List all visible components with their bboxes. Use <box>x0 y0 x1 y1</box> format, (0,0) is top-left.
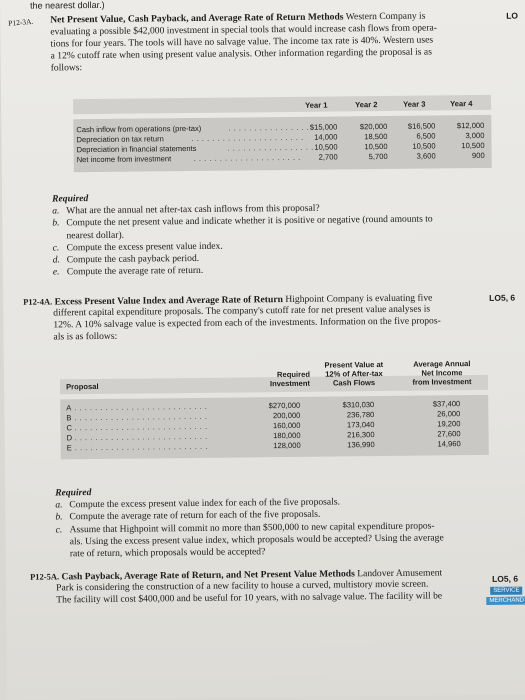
problem-number: P12-5A. <box>29 571 60 582</box>
col-header-line: 12% of After-tax <box>325 369 383 379</box>
item-text: Assume that Highpoint will commit no more than $500,000 to new capital expenditure propos- <box>69 520 435 535</box>
leader-dots: . . . . . . . . . . . . . . . . . . . . . . . . . . <box>74 401 208 413</box>
required-heading: Required <box>55 487 92 499</box>
col-header: Year 4 <box>450 99 473 109</box>
item-text: What are the annual net after-tax cash inflows from this proposal? <box>66 202 320 217</box>
table-cell: $310,030 <box>342 400 375 410</box>
table-cell: 180,000 <box>273 430 301 441</box>
problem-number: P12-4A. <box>23 296 53 307</box>
row-label: D <box>66 433 73 443</box>
leader-dots: . . . . . . . . . . . . . . . . . . . . . <box>193 152 301 163</box>
lo-label: LO5, 6 <box>492 573 519 584</box>
cash-flow-table <box>73 95 492 179</box>
table-cell: $37,400 <box>432 399 461 409</box>
col-header-line: Net Income <box>421 368 463 378</box>
problem-title: Cash Payback, Average Rate of Return, and Net Present Value Methods <box>61 568 355 583</box>
table-cell: 27,600 <box>437 429 461 439</box>
col-header-line: Average Annual <box>413 359 471 369</box>
table-cell: $270,000 <box>268 400 301 411</box>
required-list <box>55 496 444 560</box>
item-letter: a. <box>55 499 63 511</box>
col-header: Year 3 <box>403 99 426 109</box>
table-cell: 10,500 <box>412 141 436 151</box>
item-text: rate of return, which proposals would be accepted? <box>69 546 266 560</box>
intro-line: tions for four years. The tools will have no salvage value. The income tax rate is 40%. Western uses <box>50 34 434 50</box>
item-text: Compute the average rate of return. <box>66 265 204 278</box>
table-header-band <box>73 95 491 114</box>
col-header: Proposal <box>66 381 99 392</box>
problem-number: P12-3A. <box>7 16 34 28</box>
leader-dots: . . . . . . . . . . . . . . . . <box>228 122 310 133</box>
intro-line: follows: <box>50 62 83 74</box>
leader-dots: . . . . . . . . . . . . . . . . . . . . . . . . . . <box>74 421 208 433</box>
service-badge: SERVICE <box>490 587 522 595</box>
table-cell: 19,200 <box>437 419 461 429</box>
leader-dots: . . . . . . . . . . . . . . . . . . . . . . . . . . <box>74 431 208 443</box>
col-header <box>312 360 396 388</box>
item-letter: b. <box>55 511 63 523</box>
col-header-line: Present Value at <box>324 360 384 370</box>
table-cell: $20,000 <box>359 121 388 132</box>
table-cell: 10,500 <box>314 142 338 152</box>
table-cell: 6,500 <box>416 131 436 141</box>
table-cell: 10,500 <box>364 141 388 152</box>
item-letter: c. <box>55 523 63 536</box>
item-text: als. Using the excess present value index, which proposals would be accepted? Using the average <box>69 532 444 548</box>
item-text: Compute the excess present value index. <box>66 240 223 254</box>
leader-dots: . . . . . . . . . . . . . . . . . . . . . . . . . . <box>74 441 208 453</box>
table-cell: 160,000 <box>272 420 301 431</box>
table-cell: $16,500 <box>407 121 436 131</box>
intro-line: Western Company is <box>345 10 426 23</box>
table-cell: 136,990 <box>347 440 375 450</box>
lo-label: LO <box>506 10 519 21</box>
intro-line: Landover Amusement <box>357 567 443 580</box>
item-letter: c. <box>52 242 60 254</box>
item-letter: a. <box>52 205 60 217</box>
table-cell: $15,000 <box>309 122 338 132</box>
col-header-line: Investment <box>269 378 311 389</box>
leader-dots: . . . . . . . . . . . . . . . . . <box>227 142 314 153</box>
intro-line: als is as follows: <box>53 330 118 343</box>
table-cell: 216,300 <box>347 430 375 440</box>
row-label: E <box>66 443 72 453</box>
col-header-line: Cash Flows <box>332 378 376 388</box>
table-cell: 900 <box>471 150 485 161</box>
col-header-line: from Investment <box>412 377 472 387</box>
item-letter: e. <box>52 266 60 278</box>
intro-line: The facility will cost $400,000 and be useful for 10 years, with no salvage value. The facility will be <box>56 590 443 606</box>
item-letter: b. <box>52 217 60 229</box>
item-letter: d. <box>52 254 60 266</box>
item-text: Compute the cash payback period. <box>66 253 200 266</box>
required-list <box>52 202 433 279</box>
intro-line: 12%. A 10% salvage value is expected from each of the investments. Information on the five propos- <box>53 315 441 331</box>
col-header <box>246 370 310 389</box>
merchandising-badge: MERCHAND <box>486 597 525 605</box>
col-header <box>400 359 484 387</box>
item-text: Compute the excess present value index for each of the five proposals. <box>69 496 341 511</box>
table-cell: 3,000 <box>465 130 485 141</box>
problem-title: Net Present Value, Cash Payback, and Average Rate of Return Methods <box>50 11 344 26</box>
top-line: the nearest dollar.) <box>30 0 105 11</box>
item-text: Compute the average rate of return for each of the five proposals. <box>69 508 321 523</box>
item-text: nearest dollar). <box>66 229 125 241</box>
table-cell: $12,000 <box>456 120 485 131</box>
table-cell: 14,000 <box>314 132 338 142</box>
table-cell: 3,600 <box>416 151 436 161</box>
intro-line: different capital expenditure proposals. The company's cutoff rate for net present value analyses is <box>53 303 431 319</box>
col-header: Year 2 <box>355 100 378 110</box>
row-label: C <box>66 423 73 433</box>
intro-line: Park is considering the construction of a new facility to house a curved, multistory movie screen. <box>56 578 429 594</box>
table-cell: 2,700 <box>318 152 338 162</box>
row-label: Net income from investment <box>76 154 172 165</box>
row-label: B <box>66 413 72 423</box>
col-header-line: Required <box>276 369 310 380</box>
row-label: Depreciation in financial statements <box>76 143 197 155</box>
intro-line: Highpoint Company is evaluating five <box>285 292 433 306</box>
intro-line: evaluating a possible $42,000 investment in special tools that would increase cash flows from opera- <box>50 22 437 38</box>
table-cell: 10,500 <box>461 140 485 151</box>
leader-dots: . . . . . . . . . . . . . . . . . . . . . . . . . . <box>74 411 208 423</box>
lo-label: LO5, 6 <box>489 292 516 303</box>
row-label: Depreciation on tax return <box>76 134 164 145</box>
table-cell: 236,780 <box>346 410 375 420</box>
proposals-table <box>60 349 489 473</box>
table-cell: 18,500 <box>364 131 388 142</box>
item-text: Compute the net present value and indicate whether it is positive or negative (round amounts to <box>66 213 433 229</box>
required-heading: Required <box>52 193 89 205</box>
table-cell: 26,000 <box>437 409 461 419</box>
table-cell: 200,000 <box>272 410 301 421</box>
table-cell: 14,960 <box>437 439 461 449</box>
intro-line: a 12% cutoff rate when using present value analysis. Other information regarding the proposal is as <box>50 46 432 62</box>
table-cell: 128,000 <box>273 440 301 451</box>
problem-title: Excess Present Value Index and Average Rate of Return <box>54 294 283 308</box>
table-cell: 5,700 <box>368 151 388 162</box>
col-header: Year 1 <box>305 100 328 110</box>
row-label: Cash inflow from operations (pre-tax) <box>76 123 202 135</box>
leader-dots: . . . . . . . . . . . . . . . . . . . . . . <box>191 132 304 144</box>
row-label: A <box>66 403 72 413</box>
table-cell: 173,040 <box>346 420 375 430</box>
